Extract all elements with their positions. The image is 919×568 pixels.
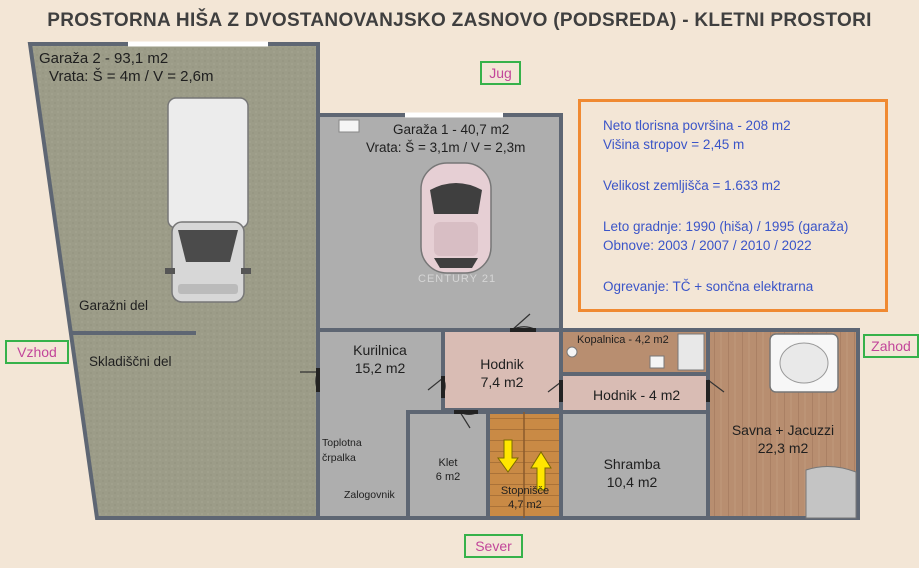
info-renovations: Obnove: 2003 / 2007 / 2010 / 2022 xyxy=(603,238,812,253)
garage2-door-info: Vrata: Š = 4m / V = 2,6m xyxy=(49,68,214,85)
boiler-room-name: Kurilnica xyxy=(353,342,407,358)
pantry-area: 10,4 m2 xyxy=(606,474,658,490)
info-built: Leto gradnje: 1990 (hiša) / 1995 (garaža) xyxy=(603,219,849,234)
direction-north: Sever xyxy=(464,534,523,558)
bathroom-sink xyxy=(650,356,664,368)
boiler-room-area: 15,2 m2 xyxy=(354,360,406,376)
boiler-room-label xyxy=(330,341,430,377)
bathroom-shower xyxy=(678,334,704,370)
sauna-label xyxy=(718,421,848,457)
info-ceiling: Višina stropov = 2,45 m xyxy=(603,137,745,152)
garage1-title: Garaža 1 - 40,7 m2 xyxy=(393,122,510,137)
van-drawing xyxy=(165,98,251,302)
hall1-label xyxy=(452,355,552,391)
storage-part-label: Skladiščni del xyxy=(89,354,172,369)
heatpump-label xyxy=(322,436,362,466)
sauna-area: 22,3 m2 xyxy=(757,440,809,456)
stairs-label xyxy=(490,484,560,512)
garage2-title: Garaža 2 - 93,1 m2 xyxy=(39,50,169,67)
bathroom-label: Kopalnica - 4,2 m2 xyxy=(577,334,669,346)
info-net-area: Neto tlorisna površina - 208 m2 xyxy=(603,118,791,133)
garage1-sink xyxy=(339,120,359,132)
hall1-name: Hodnik xyxy=(480,356,524,372)
info-heating: Ogrevanje: TČ + sončna elektrarna xyxy=(603,279,814,294)
hall1-area: 7,4 m2 xyxy=(480,374,524,390)
cellar-area: 6 m2 xyxy=(435,471,461,483)
cellar-name: Klet xyxy=(438,457,458,469)
garage-part-label: Garažni del xyxy=(79,298,149,313)
watermark: CENTURY 21 xyxy=(418,273,497,285)
hall2-label: Hodnik - 4 m2 xyxy=(593,387,681,403)
bathroom-toilet xyxy=(567,347,577,357)
pantry-label xyxy=(582,455,682,491)
stairs-name: Stopnišče xyxy=(500,485,550,497)
sauna-name: Savna + Jacuzzi xyxy=(731,422,835,438)
direction-west: Zahod xyxy=(863,334,919,358)
tank-label: Zalogovnik xyxy=(344,489,395,501)
garage1-door-info: Vrata: Š = 3,1m / V = 2,3m xyxy=(366,140,526,155)
garage1-label xyxy=(366,121,525,157)
sauna-cabin xyxy=(806,466,856,518)
heatpump-line2: črpalka xyxy=(322,452,356,464)
page-title: PROSTORNA HIŠA Z DVOSTANOVANJSKO ZASNOVO (PODSREDA) - KLETNI PROSTORI xyxy=(47,10,872,31)
pantry-name: Shramba xyxy=(603,456,661,472)
heatpump-line1: Toplotna xyxy=(322,437,362,449)
info-box xyxy=(578,99,888,312)
stairs-area: 4,7 m2 xyxy=(508,499,542,511)
garage2-label xyxy=(39,50,214,86)
car-drawing xyxy=(421,163,491,273)
cellar-label xyxy=(410,456,486,484)
direction-east: Vzhod xyxy=(5,340,69,364)
direction-south: Jug xyxy=(480,61,521,85)
info-plot: Velikost zemljišča = 1.633 m2 xyxy=(603,178,781,193)
